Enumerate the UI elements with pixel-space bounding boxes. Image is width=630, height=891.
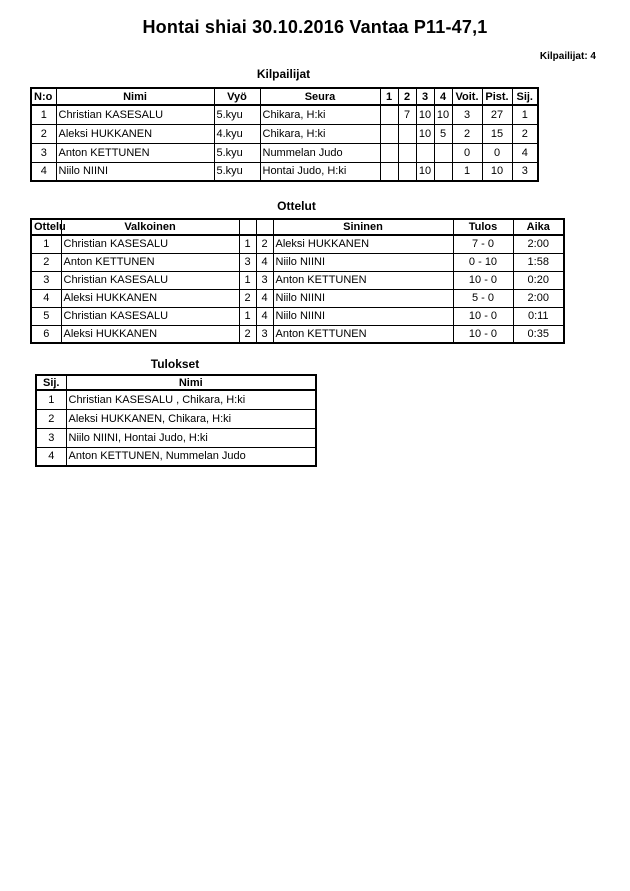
cell-round-3: 10	[416, 162, 434, 181]
cell-valkoinen: Christian KASESALU	[61, 271, 239, 289]
cell-sininen: Niilo NIINI	[273, 289, 453, 307]
col-header-nimi: Nimi	[66, 375, 316, 390]
col-header-white-num	[239, 219, 256, 235]
cell-seura: Chikara, H:ki	[260, 124, 380, 143]
cell-vyo: 5.kyu	[214, 143, 260, 162]
cell-vyo: 4.kyu	[214, 124, 260, 143]
cell-blue-num: 4	[256, 253, 273, 271]
cell-sininen: Niilo NIINI	[273, 253, 453, 271]
col-header-seura: Seura	[260, 88, 380, 105]
cell-round-2	[398, 143, 416, 162]
cell-round-3: 10	[416, 124, 434, 143]
table-row	[31, 289, 564, 307]
table-row	[36, 428, 316, 447]
col-header-no: N:o	[31, 88, 56, 105]
cell-round-4	[434, 143, 452, 162]
cell-sij: 4	[512, 143, 538, 162]
cell-blue-num: 4	[256, 289, 273, 307]
cell-blue-num: 2	[256, 235, 273, 253]
cell-nimi: Niilo NIINI	[56, 162, 214, 181]
cell-round-4	[434, 162, 452, 181]
cell-nimi: Christian KASESALU , Chikara, H:ki	[66, 390, 316, 409]
page-title: Hontai shiai 30.10.2016 Vantaa P11-47,1	[142, 17, 488, 37]
table-row	[31, 235, 564, 253]
col-header-tulos: Tulos	[453, 219, 513, 235]
cell-voit: 0	[452, 143, 482, 162]
competitors-count-label: Kilpailijat: 4	[539, 51, 596, 62]
cell-blue-num: 4	[256, 307, 273, 325]
cell-voit: 1	[452, 162, 482, 181]
table-row	[31, 253, 564, 271]
cell-white-num: 1	[239, 271, 256, 289]
cell-tulos: 10 - 0	[453, 307, 513, 325]
cell-round-1	[380, 143, 398, 162]
cell-aika: 2:00	[513, 235, 564, 253]
cell-no: 3	[31, 143, 56, 162]
cell-seura: Chikara, H:ki	[260, 105, 380, 124]
table-row	[31, 162, 538, 181]
cell-nimi: Aleksi HUKKANEN	[56, 124, 214, 143]
cell-white-num: 3	[239, 253, 256, 271]
cell-seura: Hontai Judo, H:ki	[260, 162, 380, 181]
cell-nimi: Anton KETTUNEN, Nummelan Judo	[66, 447, 316, 466]
table-row	[36, 447, 316, 466]
ottelut-section-title: Ottelut	[277, 199, 316, 213]
cell-match-no: 1	[31, 235, 61, 253]
cell-no: 1	[31, 105, 56, 124]
table-row	[31, 124, 538, 143]
col-header-pist: Pist.	[482, 88, 512, 105]
cell-seura: Nummelan Judo	[260, 143, 380, 162]
cell-voit: 2	[452, 124, 482, 143]
col-header-round-2: 2	[398, 88, 416, 105]
cell-vyo: 5.kyu	[214, 105, 260, 124]
table-row	[31, 105, 538, 124]
cell-match-no: 5	[31, 307, 61, 325]
table-row	[31, 325, 564, 343]
cell-valkoinen: Christian KASESALU	[61, 235, 239, 253]
cell-match-no: 4	[31, 289, 61, 307]
cell-aika: 0:20	[513, 271, 564, 289]
cell-tulos: 0 - 10	[453, 253, 513, 271]
cell-match-no: 6	[31, 325, 61, 343]
ottelut-header-row	[31, 219, 564, 235]
cell-round-3	[416, 143, 434, 162]
cell-pist: 15	[482, 124, 512, 143]
cell-aika: 1:58	[513, 253, 564, 271]
cell-round-2: 7	[398, 105, 416, 124]
cell-tulos: 7 - 0	[453, 235, 513, 253]
col-header-round-3: 3	[416, 88, 434, 105]
kilpailijat-table	[30, 87, 539, 182]
kilpailijat-header-row	[31, 88, 538, 105]
cell-aika: 0:35	[513, 325, 564, 343]
cell-blue-num: 3	[256, 271, 273, 289]
cell-nimi: Christian KASESALU	[56, 105, 214, 124]
col-header-ottelu: Ottelu	[31, 219, 61, 235]
cell-vyo: 5.kyu	[214, 162, 260, 181]
tulokset-table	[35, 374, 317, 467]
cell-valkoinen: Anton KETTUNEN	[61, 253, 239, 271]
cell-tulos: 5 - 0	[453, 289, 513, 307]
table-row	[36, 390, 316, 409]
cell-white-num: 1	[239, 235, 256, 253]
col-header-nimi: Nimi	[56, 88, 214, 105]
cell-sininen: Anton KETTUNEN	[273, 325, 453, 343]
cell-round-4: 5	[434, 124, 452, 143]
cell-sij: 4	[36, 447, 66, 466]
cell-round-2	[398, 162, 416, 181]
cell-valkoinen: Aleksi HUKKANEN	[61, 289, 239, 307]
cell-round-1	[380, 105, 398, 124]
cell-sininen: Niilo NIINI	[273, 307, 453, 325]
col-header-aika: Aika	[513, 219, 564, 235]
table-row	[31, 143, 538, 162]
tulokset-section-title: Tulokset	[150, 357, 200, 371]
cell-nimi: Anton KETTUNEN	[56, 143, 214, 162]
cell-match-no: 2	[31, 253, 61, 271]
col-header-sij: Sij.	[512, 88, 538, 105]
cell-sij: 2	[36, 409, 66, 428]
cell-sij: 1	[36, 390, 66, 409]
table-row	[31, 307, 564, 325]
cell-tulos: 10 - 0	[453, 271, 513, 289]
cell-nimi: Niilo NIINI, Hontai Judo, H:ki	[66, 428, 316, 447]
cell-aika: 0:11	[513, 307, 564, 325]
cell-tulos: 10 - 0	[453, 325, 513, 343]
cell-white-num: 2	[239, 289, 256, 307]
cell-sininen: Anton KETTUNEN	[273, 271, 453, 289]
cell-round-2	[398, 124, 416, 143]
table-row	[36, 409, 316, 428]
cell-match-no: 3	[31, 271, 61, 289]
cell-no: 4	[31, 162, 56, 181]
cell-voit: 3	[452, 105, 482, 124]
cell-round-4: 10	[434, 105, 452, 124]
cell-sij: 1	[512, 105, 538, 124]
cell-blue-num: 3	[256, 325, 273, 343]
col-header-voit: Voit.	[452, 88, 482, 105]
cell-aika: 2:00	[513, 289, 564, 307]
col-header-round-4: 4	[434, 88, 452, 105]
cell-round-1	[380, 162, 398, 181]
cell-round-3: 10	[416, 105, 434, 124]
kilpailijat-section-title: Kilpailijat	[256, 67, 311, 81]
col-header-blue-num	[256, 219, 273, 235]
table-row	[31, 271, 564, 289]
cell-sininen: Aleksi HUKKANEN	[273, 235, 453, 253]
col-header-sij: Sij.	[36, 375, 66, 390]
col-header-vyo: Vyö	[214, 88, 260, 105]
cell-sij: 2	[512, 124, 538, 143]
cell-pist: 10	[482, 162, 512, 181]
col-header-valkoinen: Valkoinen	[61, 219, 239, 235]
cell-valkoinen: Christian KASESALU	[61, 307, 239, 325]
cell-sij: 3	[36, 428, 66, 447]
cell-no: 2	[31, 124, 56, 143]
cell-white-num: 2	[239, 325, 256, 343]
cell-valkoinen: Aleksi HUKKANEN	[61, 325, 239, 343]
cell-pist: 27	[482, 105, 512, 124]
ottelut-table	[30, 218, 565, 344]
cell-pist: 0	[482, 143, 512, 162]
col-header-sininen: Sininen	[273, 219, 453, 235]
cell-white-num: 1	[239, 307, 256, 325]
cell-round-1	[380, 124, 398, 143]
tulokset-header-row	[36, 375, 316, 390]
cell-sij: 3	[512, 162, 538, 181]
col-header-round-1: 1	[380, 88, 398, 105]
cell-nimi: Aleksi HUKKANEN, Chikara, H:ki	[66, 409, 316, 428]
